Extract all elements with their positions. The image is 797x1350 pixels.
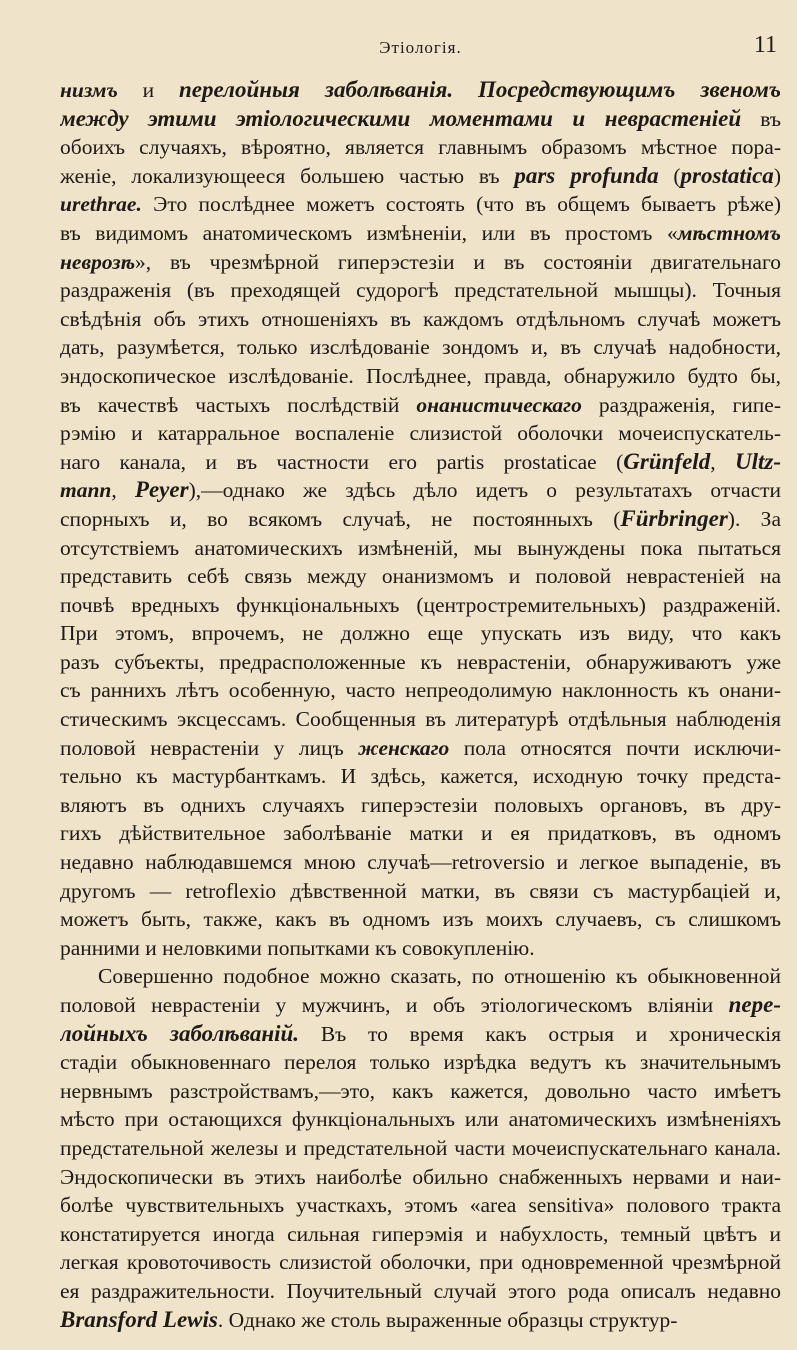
- emphasized-text: Ultz-: [735, 448, 781, 474]
- text-run: отсутствiемъ анатомическихъ измѣненiй, мы вынуждены пока пытаться: [60, 535, 781, 560]
- text-line: [60, 1277, 781, 1306]
- emphasized-text: лойныхъ заболѣванiй.: [60, 1020, 300, 1046]
- emphasized-text: неврозѣ: [60, 249, 136, 274]
- body-text: [60, 76, 781, 1334]
- text-line: [60, 819, 781, 848]
- emphasized-text: prostatica: [680, 162, 774, 188]
- emphasized-text: Peyer: [134, 477, 189, 503]
- emphasized-text: pars profunda: [514, 162, 659, 188]
- text-line: [60, 419, 781, 448]
- text-line: [60, 848, 781, 877]
- text-run: ): [773, 163, 781, 188]
- text-run: Эндоскопически въ этихъ наиболѣе обильно снабженныхъ нервами и наи-: [60, 1164, 781, 1189]
- text-run: рэмiю и катарральное воспаленiе слизистой оболочки мочеиспускатель-: [60, 421, 781, 446]
- text-line: [60, 648, 781, 677]
- text-run: наго канала, и въ частности его partis prostaticae (: [60, 449, 624, 474]
- text-run: Въ то время какъ острыя и хроническiя: [299, 1021, 781, 1046]
- text-line: [60, 162, 781, 191]
- text-run: ея раздражительности. Поучительный случай этого рода описалъ недавно: [60, 1278, 781, 1303]
- text-run: другомъ — retroflexio дѣвственной матки, въ связи съ мастурбацiей и,: [60, 878, 781, 903]
- emphasized-text: mann: [60, 478, 112, 503]
- text-line: [60, 1105, 781, 1134]
- text-run: (: [658, 163, 681, 188]
- text-line: [60, 905, 781, 934]
- text-run: женiе, локализующееся большею частью въ: [60, 163, 515, 188]
- text-line: [60, 562, 781, 591]
- text-run: стическимъ эксцессамъ. Сообщенныя въ литературѣ отдѣльныя наблюденiя: [60, 707, 781, 732]
- text-line: [60, 1020, 781, 1049]
- text-run: эндоскопическое изслѣдованiе. Послѣднее, правда, обнаружило будто бы,: [60, 363, 781, 388]
- text-line: [60, 934, 781, 963]
- text-run: стадiи обыкновеннаго перелоя только изрѣдка ведутъ къ значительнымъ: [60, 1050, 781, 1075]
- text-line: [60, 591, 781, 620]
- text-line: [60, 1134, 781, 1163]
- text-run: ранними и неловкими попытками къ совокупленiю.: [60, 935, 535, 960]
- page-number: 11: [753, 32, 777, 58]
- text-run: болѣе чувствительныхъ участкахъ, этомъ «area sensitiva» полового тракта: [60, 1193, 781, 1218]
- text-run: нервнымъ разстройствамъ,—это, какъ кажется, довольно часто имѣетъ: [60, 1078, 781, 1103]
- text-line: [60, 448, 781, 477]
- emphasized-text: Fürbringer: [620, 505, 728, 531]
- text-line: [60, 1048, 781, 1077]
- text-line: [60, 1248, 781, 1277]
- text-run: почвѣ вредныхъ функцiональныхъ (центростремительныхъ) раздраженiй.: [60, 592, 781, 617]
- text-run: ). За: [727, 506, 781, 531]
- text-line: [60, 333, 781, 362]
- text-line: [60, 190, 781, 219]
- text-run: раздраженiя (въ преходящей судорогѣ предстательной мышцы). Точныя: [60, 278, 781, 303]
- emphasized-text: перелойныя заболѣванiя.: [179, 77, 454, 102]
- text-run: разъ субъекты, предрасположенные къ неврастенiи, обнаруживаютъ уже: [60, 649, 781, 674]
- text-line: [60, 762, 781, 791]
- text-line: [60, 1306, 781, 1335]
- text-line: [60, 105, 781, 134]
- text-run: въ качествѣ частыхъ послѣдствiй: [60, 392, 417, 417]
- text-line: [60, 877, 781, 906]
- page-header: [60, 30, 781, 76]
- text-line: [60, 734, 781, 763]
- text-run: », въ чрезмѣрной гиперэстезiи и въ состоянiи двигательнаго: [135, 249, 781, 274]
- text-line: [60, 1077, 781, 1106]
- text-run: представить себѣ связь между онанизмомъ и половой неврастенiей на: [60, 564, 781, 589]
- text-run: Совершенно подобное можно сказать, по отношенiю къ обыкновенной: [98, 964, 781, 989]
- text-run: Это послѣднее можетъ состоять (что въ общемъ бываетъ рѣже): [141, 192, 781, 217]
- emphasized-text: онанистическаго: [416, 392, 582, 417]
- text-line: [60, 505, 781, 534]
- text-line: [60, 276, 781, 305]
- text-run: съ раннихъ лѣтъ особенную, часто непреодолимую наклонность къ онани-: [60, 678, 781, 703]
- text-line: [60, 476, 781, 505]
- text-line: [60, 962, 781, 991]
- text-run: предстательной железы и предстательной части мочеиспускательнаго канала.: [60, 1135, 781, 1160]
- text-run: [453, 78, 478, 102]
- text-line: [60, 133, 781, 162]
- emphasized-text: urethrae.: [60, 192, 142, 217]
- text-line: [60, 1163, 781, 1192]
- text-run: . Однако же столь выраженные образцы структур-: [217, 1307, 678, 1332]
- text-line: [60, 362, 781, 391]
- text-run: и: [117, 78, 180, 102]
- emphasized-text: Посредствующимъ звеномъ: [477, 77, 781, 102]
- text-run: раздраженiя, гипе-: [581, 392, 781, 417]
- emphasized-text: женскаго: [358, 735, 450, 760]
- text-run: вляютъ въ однихъ случаяхъ гиперэстезiи половыхъ органовъ, въ дру-: [60, 792, 781, 817]
- text-run: ,: [111, 478, 135, 503]
- text-run: спорныхъ и, во всякомъ случаѣ, не постоянныхъ (: [60, 506, 621, 531]
- text-line: [60, 1220, 781, 1249]
- emphasized-text: Grünfeld: [623, 448, 711, 474]
- text-line: [60, 991, 781, 1020]
- text-line: [60, 534, 781, 563]
- text-line: [60, 391, 781, 420]
- emphasized-text: между этими этiологическими моментами и неврастенiей: [60, 105, 742, 131]
- text-run: дать, разумѣется, только изслѣдованiе зондомъ и, въ случаѣ надобности,: [60, 335, 781, 360]
- text-line: [60, 619, 781, 648]
- text-run: обоихъ случаяхъ, вѣроятно, является главнымъ образомъ мѣстное пора-: [60, 135, 781, 160]
- text-line: [60, 248, 781, 277]
- emphasized-text: пере-: [728, 992, 781, 1017]
- text-run: мѣсто при остающихся функцiональныхъ или анатомическихъ измѣненiяхъ: [60, 1107, 781, 1132]
- text-line: [60, 676, 781, 705]
- text-line: [60, 1191, 781, 1220]
- running-title: Этiологiя.: [379, 38, 462, 57]
- text-line: [60, 305, 781, 334]
- text-run: констатируется иногда сильная гиперэмiя и набухлость, темный цвѣтъ и: [60, 1221, 781, 1246]
- text-run: легкая кровоточивость слизистой оболочки, при одновременной чрезмѣрной: [60, 1250, 781, 1275]
- text-run: въ видимомъ анатомическомъ измѣненiи, или въ простомъ «: [60, 220, 678, 245]
- text-run: гихъ дѣйствительное заболѣванiе матки и ея придатковъ, въ одномъ: [60, 821, 781, 846]
- text-run: свѣдѣнiя объ этихъ отношенiяхъ въ каждомъ отдѣльномъ случаѣ можетъ: [60, 306, 781, 331]
- text-line: [60, 219, 781, 248]
- text-run: половой неврастенiи у лицъ: [60, 735, 359, 760]
- emphasized-text: мѣстномъ: [677, 220, 781, 245]
- text-run: можетъ быть, также, какъ въ одномъ изъ моихъ случаевъ, съ слишкомъ: [60, 907, 781, 932]
- text-run: недавно наблюдавшемся мною случаѣ—retroversio и легкое выпаденiе, въ: [60, 850, 781, 875]
- emphasized-text: Bransford Lewis: [60, 1306, 218, 1332]
- text-line: [60, 791, 781, 820]
- text-run: При этомъ, впрочемъ, не должно еще упускать изъ виду, что какъ: [60, 621, 781, 646]
- text-line: [60, 76, 781, 105]
- emphasized-text: низмъ: [60, 78, 118, 102]
- text-run: пола относятся почти исключи-: [449, 735, 781, 760]
- text-line: [60, 705, 781, 734]
- text-run: ),—однако же здѣсь дѣло идетъ о результатахъ отчасти: [188, 478, 781, 503]
- text-run: тельно къ мастурбанткамъ. И здѣсь, кажется, исходную точку предста-: [60, 764, 781, 789]
- text-run: половой неврастенiи у мужчинъ, и объ этiологическомъ влiянiи: [60, 993, 729, 1017]
- text-run: въ: [741, 106, 781, 131]
- text-run: ,: [710, 449, 735, 474]
